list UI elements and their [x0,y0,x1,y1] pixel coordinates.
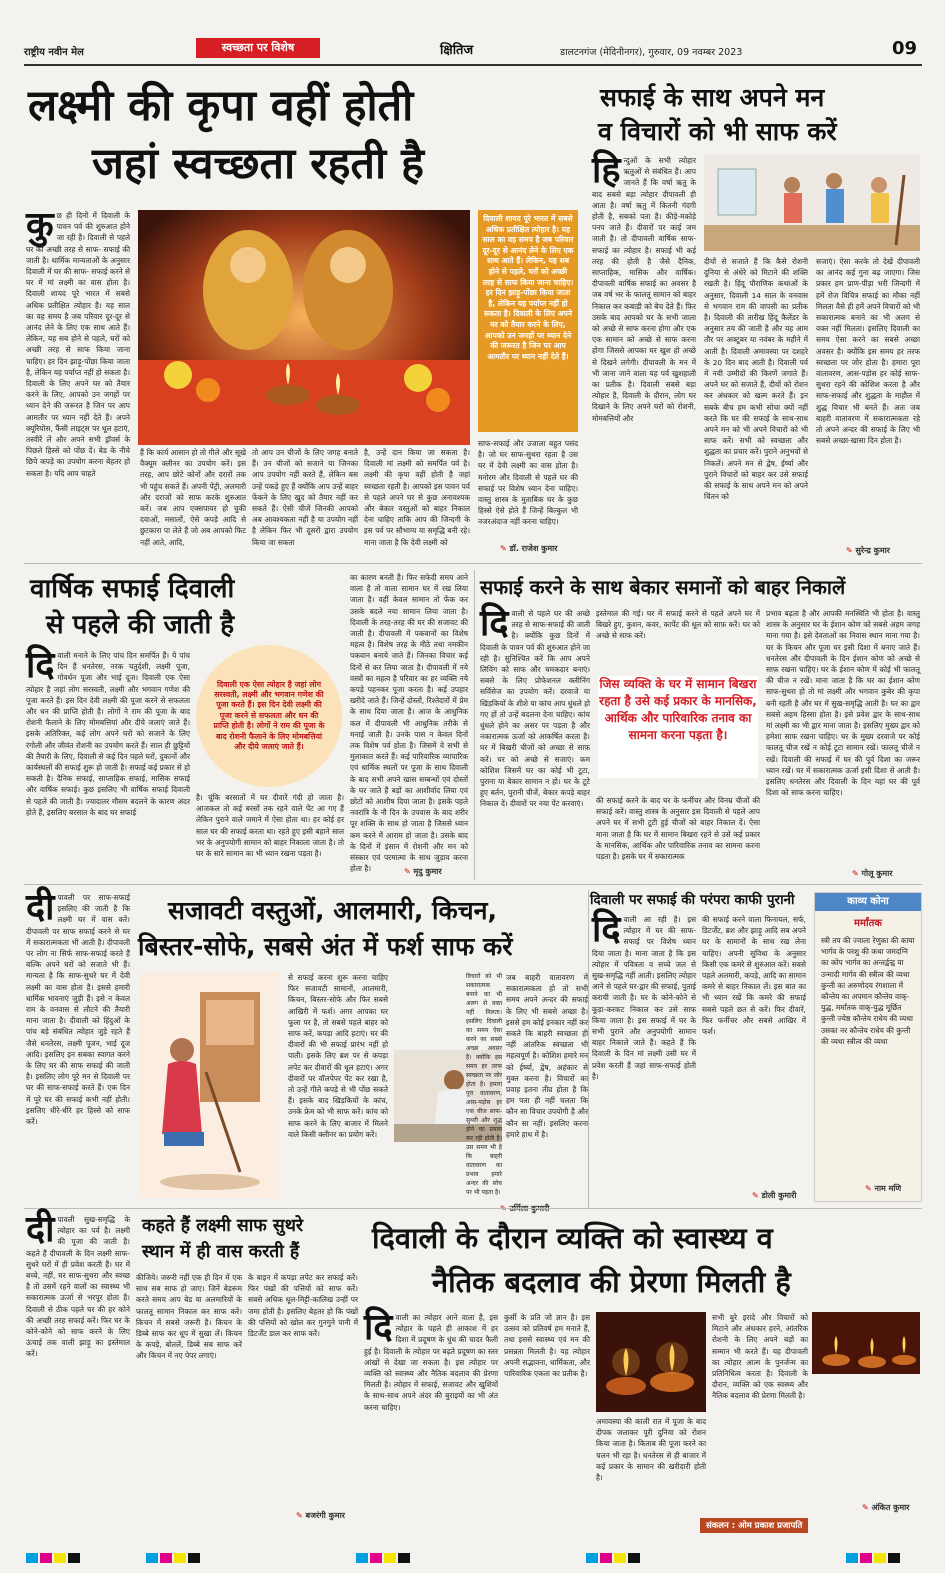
a6-byline: ✎ डोली कुमारी [752,1190,796,1201]
a3-col1 [26,645,190,880]
a4-col3: प्रभाव बढ़ता है और आपकी मनस्थिति भी होता है। वास्तु शास्त्र के अनुसार घर के ईशान कोण को सबसे अहम जगह माना गया है। इसे देवताओं का निवास स्थान माना गया है। घर के किचन और पूजा घर इसी दिशा में बनाए जाते हैं। धनतेरस और दीपावली के दिन ईशान कोण को अच्छे से साफ़ रखना चाहिए। घर के ईशान कोण में कोई भी फालतू की चीज न रखें। माना जाता है कि घर का ईशान कोण साफ-सुथरा हो तो मां लक्ष्मी और भगवान कुबेर की कृपा बनी रहती है और घर में सुख-समृद्धि आती है। घर का द्वार सबसे अहम हिस्सा होता है। इसे प्रवेश द्वार के साथ-साथ मां लक्ष्मी का भी द्वार माना जाता है। इसलिए मुख्य द्वार को हमेशा साफ रखना चाहिए। घर के मुख्य दरवाजे पर कोई फालतू चीज रखें न कोई टूटा सामान रखें। फालतू चीजें न रखें। दिवाली की सफाई में घर की पूर्व दिशा का जरूर ध्यान रखें। घर में सकारात्मक ऊर्जा इसी दिशा से आती है। इसलिए धनतेरस और दिवाली के दिन यहां घर की पूर्व दिशा को साफ करना चाहिए। [766,609,920,798]
divider-row1 [24,563,922,564]
a3-headline-line2: से पहले की जाती है [46,610,235,640]
masthead-left: राष्ट्रीय नवीन मेल [24,47,84,58]
a1-headline-line2: जहां स्वच्छता रहती है [92,139,424,189]
a1-col3: तो आप उन चीजों के लिए जगह बनाते हैं। उन चीजों को सजाने या जिनका आप उपयोग नहीं करते हैं, लेकिन बस उन्हें पकड़े हुए हैं क्योंकि आप उन्हें बाहर फेंकने के लिए खुद को तैयार नहीं कर सकते हैं। ऐसी चीजें जिनकी आपको अब आवश्यकता नहीं है या उपयोग नहीं है लेकिन फिर भी दूसरों द्वारा उपयोग किया जा सकता [252,448,358,547]
a1-pullquote [478,210,578,432]
masthead [0,0,945,70]
kavya-title: मर्मांतक [854,918,882,929]
a2-photo-cleaning [704,155,920,251]
a4-byline: ✎ गोलू कुमार [852,868,893,879]
a3-col3: का कारण बनती है। फिर सफेदी समय आने वाला है तो वाला सामान घर में रख लिया जाता है। वहीं केवल सामान तो फेंक कर उसके बदले नया सामान लिया जाता है। दिवाली के तरह-तरह की घर की सजावट की जाती है। दीपावली में पकवानों का विशेष महत्व है। विशेष तरह के मीठे तथा नमकीन पकवान बनाये जाते हैं। जिनका विचार कई दिनों से कर लिया जाता है। दीपावली में नये वस्त्रों का महत्व है परिवार का हर व्यक्ति नये कपड़े पहनकर पूजा करता है। कई उपहार खरीदे जाते हैं। जिन्हें दोस्तों, रिश्तेदारों में प्रेम के साथ दिया जाता है। आज के आधुनिक कल में दीपावली भी आधुनिक तरीके से मनाई जाती है। उनके पास न केवल दिनों तक विशेष पर्व होता है। जिसमें वे सभी से मुलाकात करते हैं। कई पारिवारिक व्यापारिक एवं धार्मिक स्थलों पर पूजा के साथ दिवाली के बाद सभी अपने खास सम्बन्धों एवं दोस्तों के घर जाते हैं बड़ों का आशीर्वाद लिया एवं छोटों को आशीष दिया जाता है। इसके पहले नवरात्रि के नौ दिन के उपवास के बाद शरीर पूर शक्ति के साथ हो जाता है जिससे ध्यान कम करने में आराम हो जाता है। उसके बाद के दिनों में इंसान में रोशनी और मन को संस्कार एवं परमात्मा के साथ जुड़ाव करना होता है। [350,573,468,874]
diyas-image [596,1312,706,1412]
a5-illustration [140,972,280,1198]
a8-col1 [364,1307,498,1512]
a2-byline: ✎ सुरेन्द्र कुमार [846,545,890,556]
cleaning-illustration [140,972,280,1198]
a4-col2b: की सफाई करने के बाद घर के फर्नीचर और विनम्र चीजों की सफाई करें। वास्तु शास्त्र के अनुसार इस दिवाली से पहले आप अपने घर में सभी टूटी हुई चीजों को बाहर निकाल दें। ऐसा माना जाता है कि घर में सामान बिखरा रहने से उसे कई प्रकार के मानसिक, आर्थिक और पारिवारिक तनाव का सामना करना पड़ता है। इसके घर में सकारात्मक [596,796,760,862]
a8-photo-lamps [812,1312,920,1374]
a1-col4: है, उन्हें दान किया जा सकता है। दिवाली मां लक्ष्मी को समर्पित पर्व है। लक्ष्मी की कृपा वहीं होती है जहां स्वच्छता रहती है। आपको इस पावन पर्व से पहले अपने घर से कुछ अनावश्यक और बेकार वस्तुओं को बाहर निकाल देना चाहिए ताकि आप की जिन्दगी के इस पर्व पर सौभाग्य या समृद्धि बनी रहे। माना जाता है कि देवी लक्ष्मी को [364,448,470,547]
a2-headline-line1: सफाई के साथ अपने मन [600,83,825,112]
a8-col3: अमावस्या की काली रात में पूजा के बाद दीपक जलाकर पूरी दुनिया को रोशन किया जाता है। किताब की पूजा करने का चलन भी रहा है। धनतेरस से ही बाजार में कई प्रकार के सामान की खरीदारी होती है। [596,1417,706,1483]
a7-headline-line2: स्थान में ही वास करती हैं [142,1242,300,1262]
a3-col2: है। चूंकि बरसातों में घर दीवारें गंदी हो जाता है। आजकल तो कई बरसों तक रहने वाले पेंट आ गए हैं लेकिन पुराने वाले जमाने में ऐसा होता था। हर कोई हर साल घर की सफाई करता था। रहते हुए इसी बहाने साल भर के अनुपयोगी सामान को बाहर निकाला जाता है। तो घर के सारे सामान का भी ध्यान रखना पड़ता है। [196,793,344,859]
a4-col1-text: वाली से पहले घर की अच्छे तरह से साफ-सफाई की जाती है। क्योंकि कुछ दिनों में दिवाली के पावन पर्व की शुरुआत होने जा रही है। सुनिश्चित करें कि आप अपने लिविंग को साफ और चमकदार बनाएं। सबसे के लिए प्रोफेशनल क्लीनिंग सर्विसेज का उपयोग करें। दरवाजे या खिड़कियों के शीशे या कांच आप धुंधले हो गए हों तो उन्हें बदलना देना चाहिए। कांच धुंधले होने का असर पर पड़ता है और नकारात्मक ऊर्जा को आकर्षित करता है। घर में बिखरी चीजों को अच्छा से साफ़ करें। घर को अच्छे से सजाएं। कम कोशिश जिसमें घर का कोई भी टूटा, पुराना या बेकार सामान न हो। घर के टूटे हुए बर्तन, पुरानी चीजें, बेकार कपड़े बाहर निकाल दें। दीवारों पर नया पेंट करवाएं। [480,609,590,809]
a5-headline-line2: बिस्तर-सोफे, सबसे अंत में फर्श साफ करें [138,932,513,961]
a7-dropcap: दी [26,1209,55,1250]
section-name: क्षितिज [440,43,474,58]
kavya-header: काव्य कोना [815,893,921,911]
a1-col5: साफ-सफाई और उजाला बहुत पसंद है। जो घर साफ-सुथरा रहता है उस घर में देवी लक्ष्मी का वास होता है। मनोरम और दिवाली से पहले घर की सफाई पर विशेष ध्यान देना चाहिए। वास्तु शास्त्र के मुताबिक घर के कुछ हिस्से ऐसे होते हैं जिन्हें बिल्कुल भी नजरअंदाज नहीं करना चाहिए। [478,439,578,527]
a8-headline-line1: दिवाली के दौरान व्यक्ति को स्वास्थ्य व [372,1221,773,1255]
a4-headline: सफाई करने के साथ बेकार समानों को बाहर निकालें [480,576,846,599]
a6-col1-text: वाली आ रही है। इस त्योहार में घर की साफ-सफाई पर विशेष ध्यान दिया जाता है। माना जाता है कि इस त्योहार में पवित्रता व सच्चे जल से सुख-समृद्धि नहीं आती। इसलिए त्योहार आने से पहले घर-द्वार की सफाई, पुताई करायी जाती है। घर के कोने-कोने से कूड़ा-करकट निकाल कर उसे साफ किया जाता है। इस सफाई में घर के सभी पुराने और अनुपयोगी सामान बाहर निकाले जाते हैं। कहते हैं कि दिवाली के दिन मां लक्ष्मी उसी घर में प्रवेश करती हैं जहां साफ-सफाई होती है। [592,915,696,1081]
a5-col2: से सफाई करना शुरू करना चाहिए फिर सजावटी सामानों, आलमारी, किचन, बिस्तर-सोफे और फिर सबसे आखिरी में फर्श। अगर आपका घर फूला पर है, तो सबसे पहले बाहर को साफ करें, कपड़ा आदि हटाएं। घर की दीवारों की भी सफाई प्रारंभ नहीं हो पाती। इसके लिए ब्रश पर से कपड़ा लपेट कर दीवारों की धूल हटाएं। अगर दीवारों पर वॉलपेपर पेंट कर रखा है, तो उन्हें गीले कपड़े से भी पोंछ सकते हैं। इसके बाद खिड़कियों के कांच, उनके फ्रेम को भी साफ करें। कांच को साफ करने के लिए बाजार में मिलने वाले किसी क्लीनर का प्रयोग करें। [288,973,388,1139]
a3-col1-text: वाली मनाने के लिए पांच दिन समर्पित हैं। ये पांच दिन हैं धनतेरस, नरक चतुर्दशी, लक्ष्मी पूजा, गोवर्धन पूजा और भाई दूज। दिवाली एक ऐसा त्योहार है जहां लोग सरस्वती, लक्ष्मी और भगवान गणेश की पूजा करते हैं। इस दिन देवी लक्ष्मी की पूजा करने से सफलता और धन की प्राप्ति होती है। लोगों ने राम की पूजा के बाद रोशनी फैलाने के लिए मोमबत्तियां और दीये जलाएं जाते हैं। इसके अतिरिक्त, कई लोग अपने घरों को सजाने के लिए रंगोली और जीवंत रोशनी का उपयोग करते हैं। साल ही छुट्टियों की तैयारी के लिए, दिवाली से कई दिन पहले घरों, दुकानों और कार्यस्थलों की सफाई शुरू हो जाती है। सफाई कई प्रकार से हो सकती है। दैनिक सफाई, साप्ताहिक सफाई, मासिक सफाई और वार्षिक सफाई। कुछ इसलिए भी वार्षिक सफाई दिवाली से पहले की जाती है। ज्यादातर मौसम बदलने के कारण अंदर होते हैं, इसलिए बरसात के बाद घर सफाई [26,651,190,817]
a2-headline-line2: व विचारों को भी साफ करें [598,117,837,146]
a6-col2: की सफाई करने वाला फिनायल, सर्फ, डिटर्जेंट, ब्रश और झाड़ू आदि सब अपने घर के सामानों के साथ रख लेना चाहिए। अपनी सुविधा के अनुसार किसी एक कमरे से शुरुआत करें। सबसे पहले अलमारी, कपड़े, आदि का सामान कमरे से बाहर निकाल लें। इस बात का भी ध्यान रखें कि कमरे की सफाई सबसे पहले छत से करें। फिर दीवारें, फिर फर्नीचर और सबसे आखिर में फर्श। [702,915,806,1037]
a5-col1-text: पावली पर साफ-सफाई इसलिए की जाती है कि लक्ष्मी घर में वास करें। दीपावली पर साफ सफाई करने से घर में सकारात्मकता भी आती है। दीपावली पर लोग ना सिर्फ साफ-सफाई करते हैं बल्कि अपने घरों को सजाते भी हैं। मान्यता है कि साफ-सुथरे घर में देवी लक्ष्मी का वास होता है। इससे हमारी धार्मिक भावनाएं जुड़ी हैं। इसे न केवल राम के वनवास से लौटने की तैयारी माना जाता है। दीवाली को हिंदुओं के पांच बड़े संबंधित त्योहार जुड़े रहते हैं जैसे धनतेरस, लक्ष्मी पूजन, भाई दूज आदि। इसलिए इन सबका स्वागत करने के लिए घर की साफ सफाई की जाती है। इसलिए लोग पूरे मन से दिवाली पर घर की साफ-सफाई करते हैं। एक दिन में पूरे घर की सफाई कभी नहीं होती। इसलिए धीरे-धीरे हर हिस्से को साफ करें। [26,893,130,1127]
a1-col1-text: छ ही दिनों में दिवाली के पावन पर्व की शुरुआत होने जा रही है। दिवाली से पहले घर की अच्छी तरह से साफ- सफाई की जाती है। धार्मिक मान्यताओं के अनुसार दिवाली में घर की साफ- सफाई करने से घर में मां लक्ष्मी का वास होता है। दिवाली शायद पूरे भारत में सबसे अधिक प्रतीक्षित त्योहार है। यह साल का वह समय है जब परिवार दूर-दूर से आनंद लेने के लिए एक साथ आते हैं। लेकिन, यह सब होने से पहले, घरों को अच्छी तरह से साफ किया जाना चाहिए। हर दिन झाड़ू-पोंछा किया जाता है, लेकिन यह पर्याप्त नहीं हो सकता है। दिवाली के लिए अपने घर को तैयार करने के लिए, आपको उन जगहों पर ध्यान देने की जरूरत है जिन पर आप आमतौर पर ध्यान नहीं देते हैं। अपने क्यूरियोस, फैंसी लाइट्स पर धूल हटाएं, तस्वीरें लें और अपने सभी ड्रॉवर्स के पिछले हिस्से को पोंछ दें। बेड के नीचे छिपे कपड़े का उपयोग करना बेहतर हो सकता है। यदि आप चाहते [26,211,130,478]
a3-callout-text: दिवाली एक ऐसा त्योहार है जहां लोग सरस्वती, लक्ष्मी और भगवान गणेश की पूजा करते हैं। इस दिन देवी लक्ष्मी की पूजा करने से सफलता और धन की प्राप्ति होती है। लोगों ने राम की पूजा के बाद रोशनी फैलाने के लिए मोमबत्तियां और दीये जलाएं जाते हैं। [213,679,325,752]
a7-headline-line1: कहते हैं लक्ष्मी साफ सुथरे [142,1216,304,1236]
a7-col1-text: पावली सुख-समृद्धि के त्योहार का पर्व है। लक्ष्मी की पूजा की जाती है। कहते हैं दीपावली के दिन लक्ष्मी साफ-सुथरे घरों में ही प्रवेश करती हैं। घर में बच्चे, नहीं, घर साफ-सुथरा और स्वच्छ है तो उसमें रहने वालों का स्वास्थ्य भी सकारात्मक ऊर्जा से भरपूर होता है। दिवाली से ठीक पहले घर की हर कोने की अच्छी तरह सफाई करें। फिर घर के कोने-कोने को साफ करने के लिए ऊंचाई तक वाली झाड़ू का इस्तेमाल करें। [26,1215,130,1359]
divider-row2 [24,884,922,885]
a1-headline-line1: लक्ष्मी की कृपा वहीं होती [28,81,414,131]
a8-col4b [812,1378,920,1496]
kavya-box [814,892,922,1202]
special-tag: स्वच्छता पर विशेष [196,38,320,58]
a6-dropcap: दि [592,909,621,950]
a7-col1 [26,1209,130,1516]
a6-headline: दिवाली पर सफाई की परंपरा काफी पुरानी [590,892,795,908]
a1-byline: ✎ डॉ. राजेश कुमार [500,543,557,554]
dateline: डालटनगंज (मेदिनीनगर), गुरुवार, 09 नवम्बर 2023 [560,47,743,58]
a7-col3: के बाइन में कपड़ा लपेट कर सफाई करें। फिर पंखों की पत्तियों को साफ करें। सबसे अधिक धूल-मिट्टी-कालिख उन्हीं पर जमा होती है। इसलिए बेहतर हो कि पंखों की पत्तियों को खोल कर गुनगुने पानी में डिटर्जेंट डाल कर साफ करें। [248,1273,358,1339]
a4-callout [598,676,758,778]
a2-col1 [592,150,696,555]
a8-col1-text: वाली का त्योहार आने वाला है, इस त्योहार के पहले ही आकाश में हर दिशा में प्रदूषण के धुंध की चादर फैली हुई है। दिवाली के त्योहार पर बढ़ते प्रदूषण का स्तर आंखों से देखा जा सकता है। इस त्योहार पर व्यक्ति को स्वास्थ्य और नैतिक बदलाव की प्रेरणा मिलती है। त्योहार में सफाई, सजावट और खुशियों के साथ-साथ अपने अंदर की बुराइयों का भी अंत करना चाहिए। [364,1313,498,1412]
a8-dropcap: दि [364,1307,393,1348]
a8-headline-line2: नैतिक बदलाव की प्रेरणा मिलती है [432,1265,791,1299]
masthead-rule [24,64,922,66]
a5-col1 [26,887,130,1202]
a5-col3: विचारों को भी सकारात्मक बनाने का भी अलग से वक्त नहीं मिलता। इसलिए दिवाली का समय ऐसा करने का सबसे अच्छा अवसर है। क्योंकि इस समय हर तरफ स्वच्छता पर जोर होता है। हमारा पूरा वातावरण, आस-पड़ोस हर एक चीज साफ-सुथरी और शुद्ध होने का प्रयास कर रही होती है। उस समय भी है कि बाहरी वातावरण का प्रभाव हमारे अन्दर की सोच पर भी पड़ता है। [466,973,502,1196]
a2-dropcap: हि [592,150,621,191]
a4-dropcap: दि [480,603,509,644]
a1-dropcap: कु [26,205,54,246]
a7-byline: ✎ बजरंगी कुमार [296,1510,345,1521]
divider-row3 [24,1208,922,1209]
a1-photo-puja [138,210,470,445]
page-number: 09 [892,38,918,59]
a8-byline: ✎ अंकित कुमार [862,1502,909,1513]
a5-dropcap: दी [26,887,55,928]
a1-col2: हैं कि कार्य आसान हो तो गीले और सूखे वैक्यूम क्लीनर का उपयोग करें। इस तरह, आप छोटे कोनों और दरारों तक भी पहुंच सकते हैं। अपनी पेंट्री, अलमारी और दराजों को साफ करके शुरुआत करें। जब आप एक्सपायर हो चुकी दवाओं, मसालों, ऐसे कपड़े आदि से छुटकारा पा लेते हैं जो अब आपको फिट नहीं आते, आदि, [140,448,246,547]
a8-photo-diyas [596,1312,706,1412]
a3-dropcap: दि [26,645,55,686]
kavya-byline: ✎ नाम मणि [865,1183,901,1194]
lamps-image [812,1312,920,1374]
divider-col-a5 [588,890,589,1208]
a6-col1 [592,909,696,1202]
divider-col-a3 [474,570,475,880]
puja-image [138,210,470,445]
a8-col4: सभी बुरे इरादे और विचारों को मिटाने और अंधकार हरने, आंतरिक रोशनी के लिए अपने बड़ों का सम्मान भी करते हैं। यह दीपावली का त्योहार आत्म के पुनर्जन्म का प्रतिनिधित्व करता है। दिवाली के दौरान, व्यक्ति को एक स्वस्थ्य और नैतिक बदलाव की प्रेरणा मिलती है। [712,1313,808,1401]
a2-col2: दीयों से सजाते हैं कि कैसे रोशनी दुनिया से अंधेरे को मिटाने की शक्ति रखती है। हिंदू पौराणिक कथाओं के अनुसार, दिवाली 14 साल के वनवास से भगवान राम की वापसी का प्रतीक है। दिवाली की तारीख हिंदू कैलेंडर के अनुसार तय की जाती है और यह आम तौर पर अक्टूबर या नवंबर के महीने में आती है। दिवाली अमावस्या पर दशहरे के 20 दिन बाद आती है। दिवाली पर्व में नयी उम्मीदों की किरणें जगाते हैं। अपने घर को सजाते हैं, दीयों को रोशन कर अंधकार को खत्म करते हैं। इन सबके बीच हम कभी सोचा क्यों नहीं करते कि घर की सफाई के साथ-साथ अपने मन को भी अपने विचारों को भी साफ करें। सभी को स्वच्छता और शुद्धता का प्रचार करें। पुराने अनुभवों से निकलें। अपने मन से द्वेष, ईर्ष्या और पुराने विचारों को बाहर कर उसे सफाई की सफाई के साथ अपने मन को अपने चिंतन को [704,257,808,502]
a4-callout-text: जिस व्यक्ति के घर में सामान बिखरा रहता है उसे कई प्रकार के मानसिक, आर्थिक और पारिवारिक तनाव का सामना करना पड़ता है। [599,677,757,742]
a4-col2: इस्तेमाल की गई। घर में सफाई करने से पहले अपने घर में बिखरे हुए, कुशन, कवर, कार्पेट की धूल को साफ़ करें। घर को अच्छे से साफ करें। [596,609,760,641]
cleaning-image [704,155,920,251]
a1-pullquote-text: दिवाली शायद पूरे भारत में सबसे अधिक प्रतीक्षित त्योहार है। यह साल का वह समय है जब परिवार दूर-दूर से आनंद लेने के लिए एक साथ आते हैं। लेकिन, यह सब होने से पहले, घरों को अच्छी तरह से साफ किया जाना चाहिए। हर दिन झाड़ू-पोंछा किया जाता है, लेकिन यह पर्याप्त नहीं हो सकता है। दिवाली के लिए अपने घर को तैयार करने के लिए, आपको उन जगहों पर ध्यान देने की जरूरत है जिन पर आप आमतौर पर ध्यान नहीं देते हैं। [482,214,574,361]
kavya-poem: स्त्री तप की ज्वाला रेणुका की काया भार्गव के परशु की कथा जमदग्नि का कोप भार्गव का अन्तर्द्वन्द्व या उन्मादी मार्गव की स्त्रीत्व की व्यथा कुन्ती का अरुणोदय रंगशाला में कौन्तेय का अपमान कौन्तेय वाक्-युद्ध, मर्मांतक वाक्-युद्ध मूर्छित कुन्ती ज्येष्ठ कौन्तेय राधेय की व्यथा उसका नर कौन्तेय राधेय की कुन्ती की व्यथा स्त्रीत्व की व्यथा [821,936,915,1046]
a7-col2: कीजिये। जरूरी नहीं एक ही दिन में एक साथ सब साफ हो जाए। जिनें बेडरूम करते समय आप बेड या अलमारियों के फालतू सामान निकाल कर साफ करें। किचन में सबसे जरूरी है। किचन के डिब्बे साफ कर धूप में सुखा लें। किचन के कपड़े, बोतलें, डिब्बे सब साफ करें और किचन में नए पेपर लगाएं। [136,1273,242,1361]
a2-col3: सजाएं। ऐसा करके तो देखें दीपावली का आनंद कई गुना बढ़ जाएगा। जिस प्रकार हम प्राण-पीड़ा भरी जिन्दगी में हमें रोज विचित्र सफाई का मौका नहीं मिलता वैसे ही हमें अपने विचारों को भी सकारात्मक बनाने का भी अलग से वक्त नहीं मिलता। इसलिए दिवाली का समय ऐसा करने का सबसे अच्छा अवसर है। क्योंकि इस समय हर तरफ स्वच्छता पर जोर होता है। हमारा पूरा वातावरण, आस-पड़ोस हर कोई साफ-सुथरा रहने की कोशिश करता है और साफ-सफाई और शुद्धता के माहौल में शुद्ध विचार भी बनते हैं। अतः जब बाहरी वातावरण में सकारात्मकता रहे तो अपने अन्दर की सफाई के लिए भी सबसे अच्छा-खासा दिन होता है। [816,257,920,446]
a2-col1-text: न्दुओं के सभी त्योहार ऋतुओं से संबंधित हैं। आप जानते हैं कि वर्षा ऋतु के बाद सबसे बड़ा त्योहार दीपावली ही आता है। वर्षा ऋतु में कितनी गंदगी होती है, सबको पता है। कीड़े-मकोड़े पनप जाते हैं। दीवारों पर काई जम जाती है। तो दीपावली वार्षिक साफ-सफाई का त्योहार है। सफाई भी कई तरह की होती है जैसे दैनिक, साप्ताहिक, मासिक और वार्षिक। दीपावली वार्षिक सफाई का अवसर है जब वर्ष भर के फालतू सामान को बाहर निकाल कर कबाड़ी को बेच देते हैं। फिर उसके बाद आपको घर के सभी जाला को अच्छे से साफ करना होगा और एक एक सामान को अच्छे से साफ करना होगा जिससे आपका घर खुश हो अच्छे से दिखने लगेगी। दीपावली के मन में भी जाना जाने वाला यह पर्व खुशहाली का प्रतीक है। दिवाली सबसे बड़ा त्योहार है, दिवाली के दौरान, लोग घर दिखाने के लिए अपने घरों को रोशनी, मोमबत्तियों और [592,156,696,423]
print-registration-bar [26,1548,918,1558]
a3-headline-line1: वार्षिक सफाई दिवाली [30,574,235,604]
a3-byline: ✎ मृदु कुमार [404,866,442,877]
a3-callout [196,645,342,787]
a5-headline-line1: सजावटी वस्तुओं, आलमारी, किचन, [168,896,497,925]
a8-credit: संकलन : ओम प्रकाश प्रजापति [700,1518,808,1533]
a5-col4: जब बाहरी वातावरण में सकारात्मकता हो तो सभी समय अपने अन्दर की सफाई के लिए भी सबसे अच्छा है। इससे हम कोई इनकार नहीं कर सकते कि बाहरी स्वच्छता ही नहीं आंतरिक स्वच्छता भी महत्वपूर्ण है। कोशिश हमारे मन को ईर्ष्या, द्वेष, अहंकार से मुक्त करना है। विचारों का प्रवाह इतना तीव्र होता है कि हम पता ही नहीं चलता कि कौन सा विचार उपयोगी है और कौन सा नहीं। इसलिए करना हमारे हाथ में है। [506,973,588,1139]
a8-col2: कुर्सी के प्रति जो ज्ञान है। इस उत्सव को प्रतिवर्ष हम मनाते हैं, तथा इससे स्वास्थ्य एवं मन की प्रसन्नता मिलती है। यह त्योहार अपनी सद्भावना, धार्मिकता, और पारिवारिक एकता का प्रतीक है। [504,1313,590,1379]
a4-col1 [480,603,590,870]
